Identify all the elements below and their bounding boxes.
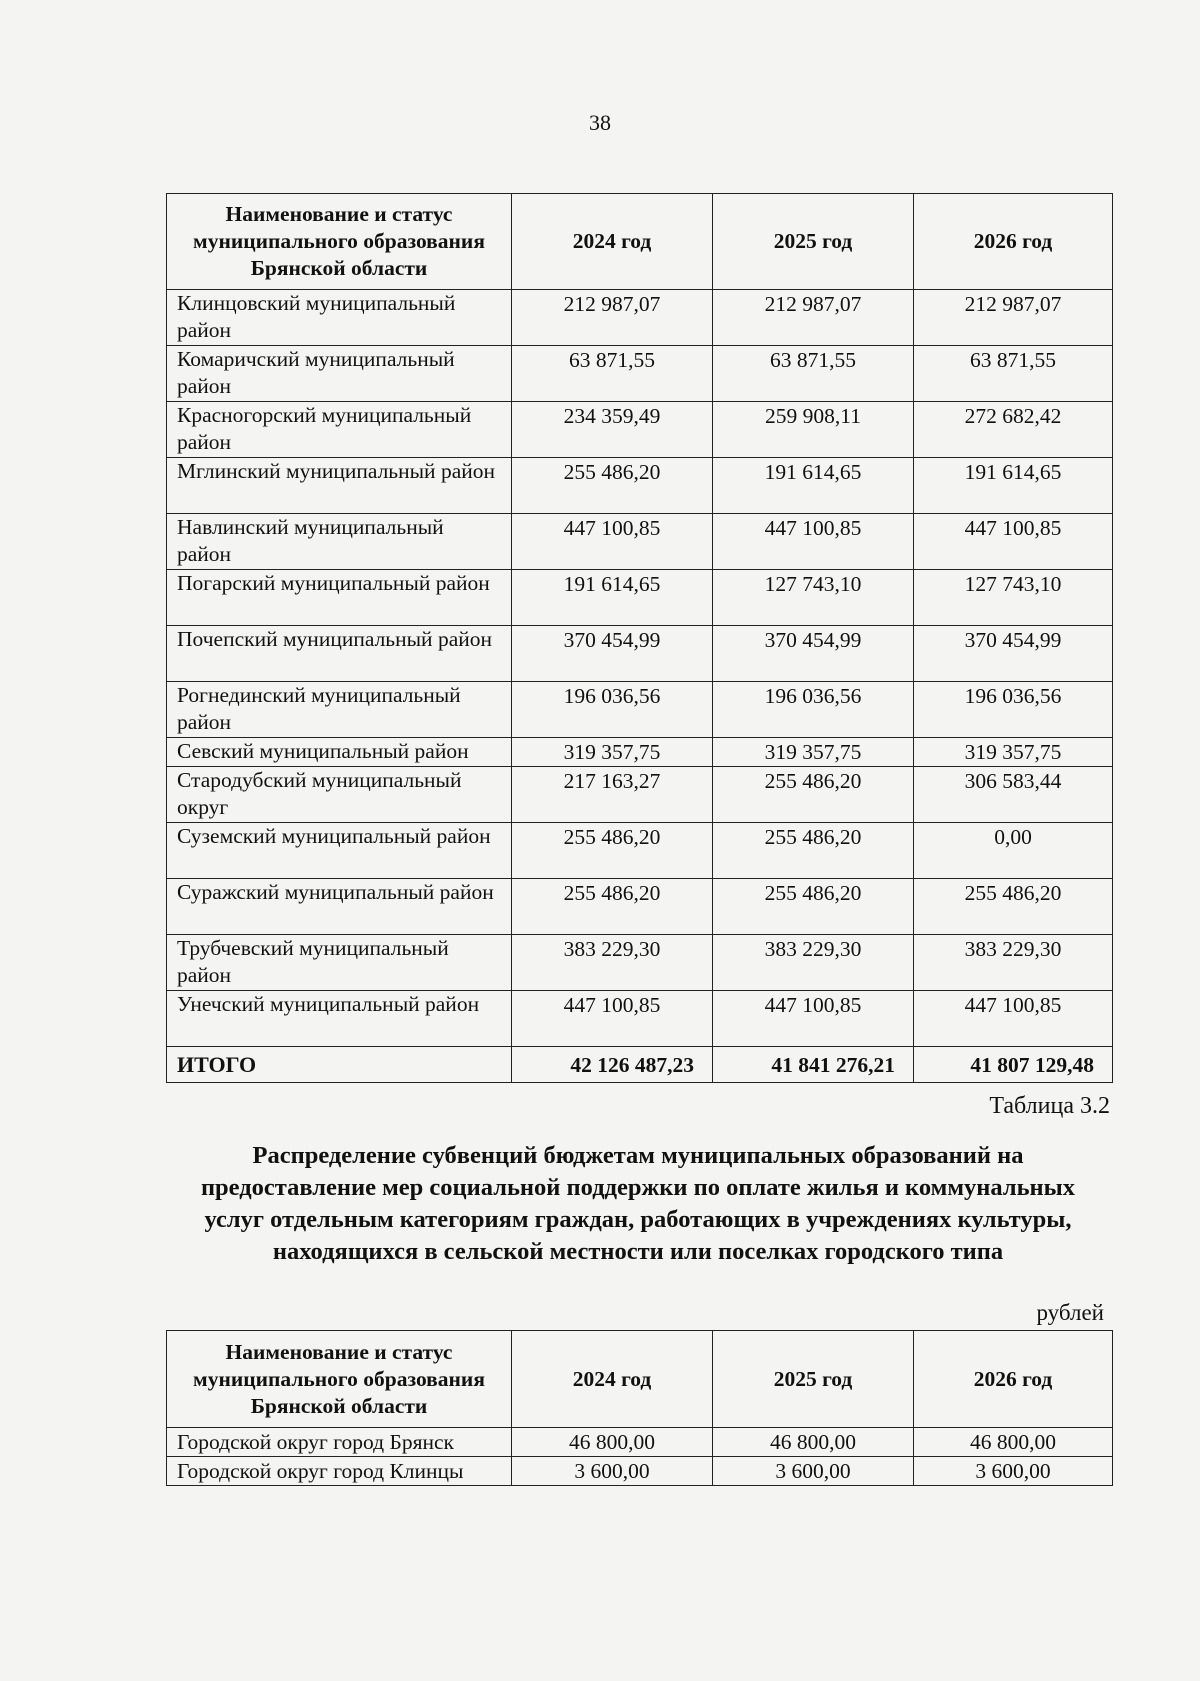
value-2025: 370 454,99 <box>713 626 914 682</box>
subvention-table-continued <box>166 193 1113 1083</box>
unit-label: рублей <box>1036 1300 1104 1325</box>
row-name: Красногорский муниципальный район <box>167 402 512 458</box>
row-name: Стародубский муниципальный округ <box>167 767 512 823</box>
table-row <box>167 290 1113 346</box>
value-2026: 255 486,20 <box>914 879 1113 935</box>
value-2024: 447 100,85 <box>512 514 713 570</box>
table-label: Таблица 3.2 <box>989 1093 1110 1119</box>
value-2024: 46 800,00 <box>512 1428 713 1457</box>
row-name: Городской округ город Клинцы <box>167 1457 512 1486</box>
header-2025: 2025 год <box>713 1331 914 1428</box>
table-row <box>167 626 1113 682</box>
page-number: 38 <box>589 110 611 135</box>
table-row <box>167 402 1113 458</box>
row-name: Почепский муниципальный район <box>167 626 512 682</box>
value-2026: 196 036,56 <box>914 682 1113 738</box>
value-2024: 63 871,55 <box>512 346 713 402</box>
value-2026: 212 987,07 <box>914 290 1113 346</box>
table-row <box>167 879 1113 935</box>
value-2026: 127 743,10 <box>914 570 1113 626</box>
table-row <box>167 991 1113 1047</box>
header-2024: 2024 год <box>512 1331 713 1428</box>
table-row <box>167 1457 1113 1486</box>
subvention-table-3-2 <box>166 1330 1113 1486</box>
value-2026: 0,00 <box>914 823 1113 879</box>
value-2026: 447 100,85 <box>914 514 1113 570</box>
value-2025: 196 036,56 <box>713 682 914 738</box>
row-name: Клинцовский муниципальный район <box>167 290 512 346</box>
value-2024: 217 163,27 <box>512 767 713 823</box>
value-2025: 319 357,75 <box>713 738 914 767</box>
table-row <box>167 570 1113 626</box>
value-2024: 383 229,30 <box>512 935 713 991</box>
total-2025: 41 841 276,21 <box>713 1047 914 1083</box>
row-name: Комаричский муниципальный район <box>167 346 512 402</box>
value-2026: 306 583,44 <box>914 767 1113 823</box>
table-row <box>167 458 1113 514</box>
value-2025: 212 987,07 <box>713 290 914 346</box>
row-name: Рогнединский муниципальный район <box>167 682 512 738</box>
value-2024: 447 100,85 <box>512 991 713 1047</box>
value-2025: 63 871,55 <box>713 346 914 402</box>
value-2025: 259 908,11 <box>713 402 914 458</box>
value-2024: 191 614,65 <box>512 570 713 626</box>
row-name: Севский муниципальный район <box>167 738 512 767</box>
row-name: Навлинский муниципальный район <box>167 514 512 570</box>
value-2026: 447 100,85 <box>914 991 1113 1047</box>
value-2026: 383 229,30 <box>914 935 1113 991</box>
table-row <box>167 935 1113 991</box>
value-2024: 234 359,49 <box>512 402 713 458</box>
header-2025: 2025 год <box>713 194 914 290</box>
header-2026: 2026 год <box>914 1331 1113 1428</box>
value-2025: 383 229,30 <box>713 935 914 991</box>
value-2026: 191 614,65 <box>914 458 1113 514</box>
table-row <box>167 514 1113 570</box>
header-municipality: Наименование и статус муниципального образования Брянской области <box>167 194 512 290</box>
table-row <box>167 682 1113 738</box>
value-2024: 196 036,56 <box>512 682 713 738</box>
value-2025: 191 614,65 <box>713 458 914 514</box>
table-row <box>167 767 1113 823</box>
total-row <box>167 1047 1113 1083</box>
table-row <box>167 738 1113 767</box>
value-2025: 447 100,85 <box>713 514 914 570</box>
row-name: Унечский муниципальный район <box>167 991 512 1047</box>
value-2026: 319 357,75 <box>914 738 1113 767</box>
table-row <box>167 1428 1113 1457</box>
total-2026: 41 807 129,48 <box>914 1047 1113 1083</box>
row-name: Трубчевский муниципальный район <box>167 935 512 991</box>
value-2024: 3 600,00 <box>512 1457 713 1486</box>
table-header-row <box>167 1331 1113 1428</box>
value-2025: 255 486,20 <box>713 879 914 935</box>
value-2026: 46 800,00 <box>914 1428 1113 1457</box>
value-2025: 46 800,00 <box>713 1428 914 1457</box>
table-row <box>167 346 1113 402</box>
header-2024: 2024 год <box>512 194 713 290</box>
value-2026: 370 454,99 <box>914 626 1113 682</box>
value-2025: 127 743,10 <box>713 570 914 626</box>
table-header-row <box>167 194 1113 290</box>
value-2024: 370 454,99 <box>512 626 713 682</box>
total-label: ИТОГО <box>167 1047 512 1083</box>
value-2024: 212 987,07 <box>512 290 713 346</box>
row-name: Городской округ город Брянск <box>167 1428 512 1457</box>
header-municipality: Наименование и статус муниципального образования Брянской области <box>167 1331 512 1428</box>
value-2024: 319 357,75 <box>512 738 713 767</box>
value-2024: 255 486,20 <box>512 823 713 879</box>
value-2025: 255 486,20 <box>713 823 914 879</box>
value-2026: 63 871,55 <box>914 346 1113 402</box>
value-2025: 3 600,00 <box>713 1457 914 1486</box>
value-2024: 255 486,20 <box>512 458 713 514</box>
value-2025: 447 100,85 <box>713 991 914 1047</box>
row-name: Суземский муниципальный район <box>167 823 512 879</box>
header-2026: 2026 год <box>914 194 1113 290</box>
section-title: Распределение субвенций бюджетам муниципальных образований на предоставление мер социальной поддержки по оплате жилья и коммунальных услуг отдельным категориям граждан, работающих в учреждениях культуры, находящихся в сельской местности или поселках городского типа <box>200 1142 1076 1265</box>
total-2024: 42 126 487,23 <box>512 1047 713 1083</box>
value-2025: 255 486,20 <box>713 767 914 823</box>
row-name: Суражский муниципальный район <box>167 879 512 935</box>
row-name: Мглинский муниципальный район <box>167 458 512 514</box>
row-name: Погарский муниципальный район <box>167 570 512 626</box>
value-2026: 3 600,00 <box>914 1457 1113 1486</box>
table-row <box>167 823 1113 879</box>
value-2026: 272 682,42 <box>914 402 1113 458</box>
value-2024: 255 486,20 <box>512 879 713 935</box>
